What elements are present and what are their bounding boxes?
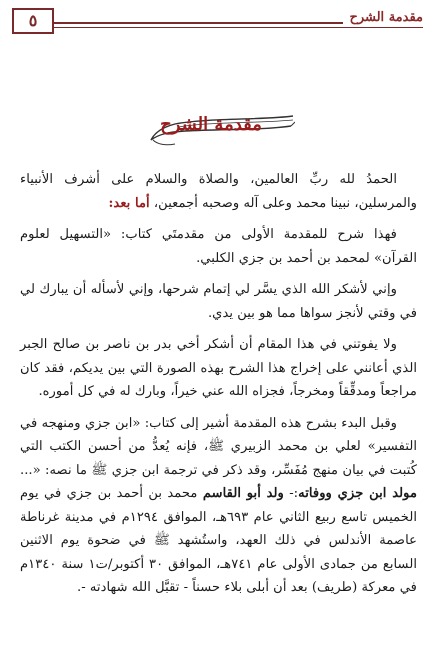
page-number: ٥	[12, 8, 54, 34]
paragraph-biography	[20, 412, 417, 600]
biography-body: محمد بن أحمد بن جزي في يوم الخميس تاسع ربيع الثاني عام ٦٩٣هـ، الموافق ١٢٩٤م في مدينة غرناطة عاصمة الأندلس في ذلك العهد، واستُشهد ﷺ في ضحوة يوم الاثنين السابع من جمادى الأولى عام ٧٤١هـ، الموافق ٣٠ أكتوبر/ت١ سنة ١٣٤٠م في معركة (طريف) بعد أن أبلى بلاء حسناً - تقبَّل الله شهادته -.	[20, 486, 418, 595]
header-rule-thin	[12, 27, 423, 28]
body-text	[20, 168, 417, 608]
opening-text: الحمدُ لله ربِّ العالمين، والصلاة والسلام على أشرف الأنبياء والمرسلين، نبينا محمد وعلى آله وصحبه أجمعين،	[20, 172, 417, 211]
amma-bad-phrase: أما بعد:	[108, 195, 150, 211]
biography-separator: :-	[283, 486, 299, 501]
biography-bold-phrase: ولد أبو القاسم	[202, 486, 284, 501]
paragraph-opening	[20, 168, 417, 215]
section-title: مقدمة الشرح	[160, 114, 262, 135]
paragraph-gratitude: وإني لأشكر الله الذي يسَّر لي إتمام شرحها، وإني لأسأله أن يبارك لي في وقتي لأنجز سواها مما هو بين يدي.	[20, 282, 417, 321]
running-title: مقدمة الشرح	[343, 10, 423, 25]
paragraph-book-intro: فهذا شرح للمقدمة الأولى من مقدمتَي كتاب: «التسهيل لعلوم القرآن» لمحمد بن أحمد بن جزي الكلبي.	[20, 227, 417, 266]
biography-subheading: مولد ابن جزي ووفاته	[298, 486, 418, 501]
paragraph-acknowledgement: ولا يفوتني في هذا المقام أن أشكر أخي بدر بن ناصر بن صالح الجبر الذي أعانني على إخراج هذا الشرح بهذه الصورة التي بين يديكم، فقد كان مراجعاً ومدقِّقاً ومخرجاً، فجزاه الله عني خيراً، وبارك له في كل أموره.	[20, 337, 417, 399]
section-title-block	[145, 110, 295, 152]
page-header	[12, 6, 423, 36]
biography-lead: وقبل البدء بشرح هذه المقدمة أشير إلى كتاب: «ابن جزي ومنهجه في التفسير» لعلي بن محمد الزبيري ﷺ، فإنه يُعدُّ من أحسن الكتب التي كُتبت في بيان منهج مُفَسِّر، وقد ذكر في ترجمة ابن جزي ﷺ ما نصه: «...	[20, 415, 417, 478]
